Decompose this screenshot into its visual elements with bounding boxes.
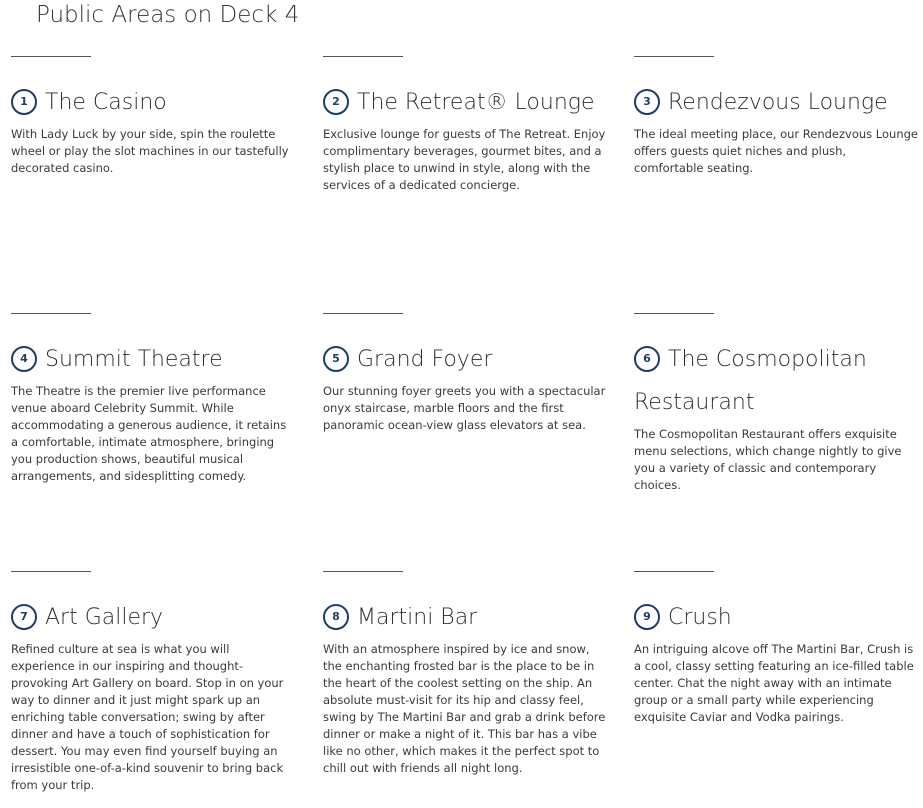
number-badge: 5 [323, 346, 349, 372]
venue-card-crush [634, 571, 919, 726]
venue-heading [11, 338, 296, 381]
venue-heading [634, 596, 919, 639]
number-badge: 8 [323, 604, 349, 630]
number-badge: 4 [11, 346, 37, 372]
divider [323, 313, 403, 314]
page-title: Public Areas on Deck 4 [36, 2, 300, 28]
number-badge: 6 [634, 346, 660, 372]
venue-card-art-gallery [11, 571, 296, 794]
venue-description: With Lady Luck by your side, spin the roulette wheel or play the slot machines in our tastefully decorated casino. [11, 127, 289, 175]
venue-heading [11, 81, 296, 124]
venue-name: The Casino [45, 90, 167, 115]
venue-card-cosmopolitan-restaurant [634, 313, 919, 494]
venue-card-rendezvous-lounge [634, 56, 919, 177]
venue-heading [634, 338, 919, 424]
divider [634, 571, 714, 572]
divider [634, 313, 714, 314]
divider [634, 56, 714, 57]
venue-description: With an atmosphere inspired by ice and snow, the enchanting frosted bar is the place to be in the heart of the coolest setting on the ship. An absolute must-visit for its hip and classy feel, swing by The Martini Bar and grab a drink before dinner or make a night of it. This bar has a vibe like no other, which makes it the perfect spot to chill out with friends all night long. [323, 642, 606, 775]
venue-name: Art Gallery [45, 605, 164, 630]
divider [323, 571, 403, 572]
venue-description: Exclusive lounge for guests of The Retreat. Enjoy complimentary beverages, gourmet bites, and a stylish place to unwind in style, along with the services of a dedicated concierge. [323, 127, 606, 192]
venue-name: Grand Foyer [357, 347, 493, 372]
venue-card-grand-foyer [323, 313, 608, 434]
venue-card-martini-bar [323, 571, 608, 777]
venue-heading [323, 596, 608, 639]
venue-name: Summit Theatre [45, 347, 223, 372]
venue-name: Rendezvous Lounge [668, 90, 888, 115]
number-badge: 3 [634, 89, 660, 115]
venue-description: Refined culture at sea is what you will experience in our inspiring and thought-provoking Art Gallery on board. Stop in on your way to dinner and it just might spark up an enriching table conversation; swing by after dinner and have a touch of sophistication for dessert. You may even find yourself buying an irresistible one-of-a-kind souvenir to bring back from your trip. [11, 642, 284, 792]
divider [11, 56, 91, 57]
venue-heading [323, 81, 608, 124]
number-badge: 7 [11, 604, 37, 630]
venue-name: The Cosmopolitan Restaurant [634, 347, 867, 415]
venue-heading [634, 81, 919, 124]
venue-description: The Theatre is the premier live performance venue aboard Celebrity Summit. While accommodating a generous audience, it retains a comfortable, intimate atmosphere, bringing you production shows, beautiful musical arrangements, and sidesplitting comedy. [11, 384, 287, 483]
venue-description: Our stunning foyer greets you with a spectacular onyx staircase, marble floors and the first panoramic ocean-view glass elevators at sea. [323, 384, 606, 432]
venue-heading [323, 338, 608, 381]
venue-description: The ideal meeting place, our Rendezvous Lounge offers guests quiet niches and plush, comfortable seating. [634, 127, 918, 175]
number-badge: 2 [323, 89, 349, 115]
venue-card-summit-theatre [11, 313, 296, 485]
divider [11, 571, 91, 572]
venue-description: The Cosmopolitan Restaurant offers exquisite menu selections, which change nightly to give you a variety of classic and contemporary choices. [634, 427, 902, 492]
venue-card-casino [11, 56, 296, 177]
venue-heading [11, 596, 296, 639]
venue-name: The Retreat® Lounge [357, 90, 595, 115]
venue-name: Martini Bar [357, 605, 478, 630]
venue-description: An intriguing alcove off The Martini Bar, Crush is a cool, classy setting featuring an ice-filled table center. Chat the night away with an intimate group or a small party while experiencing exquisite Caviar and Vodka pairings. [634, 642, 914, 724]
venue-card-retreat-lounge [323, 56, 608, 194]
number-badge: 9 [634, 604, 660, 630]
venue-name: Crush [668, 605, 732, 630]
divider [11, 313, 91, 314]
number-badge: 1 [11, 89, 37, 115]
divider [323, 56, 403, 57]
